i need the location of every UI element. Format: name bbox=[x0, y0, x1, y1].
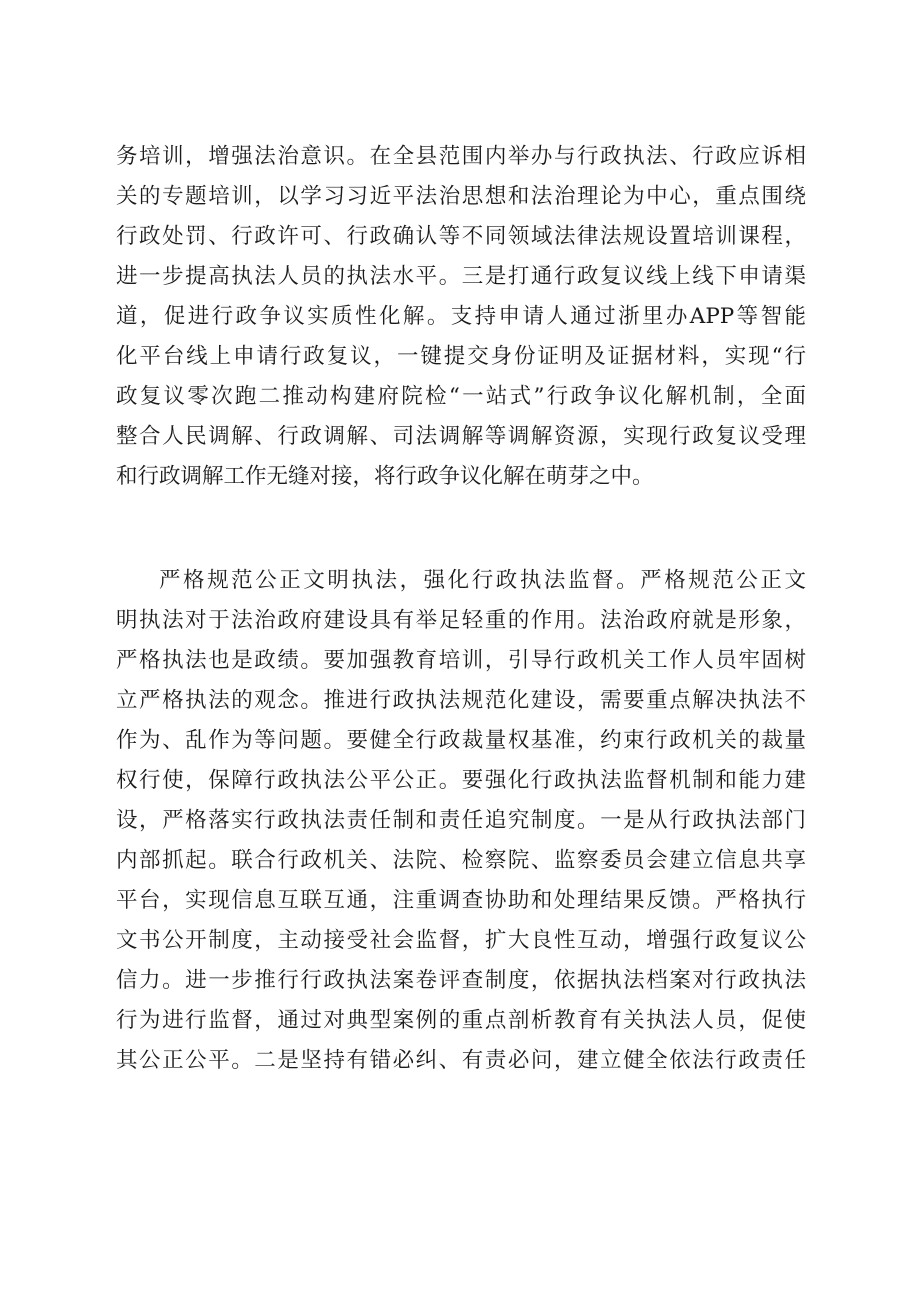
text-line: 行为进行监督，通过对典型案例的重点剖析教育有关执法人员，促使 bbox=[116, 1008, 806, 1033]
text-line: 整合人民调解、行政调解、司法调解等调解资源，实现行政复议受理 bbox=[116, 424, 806, 449]
text-line: 严格执法也是政绩。要加强教育培训，引导行政机关工作人员牢固树 bbox=[116, 648, 806, 673]
text-line: 务培训，增强法治意识。在全县范围内举办与行政执法、行政应诉相 bbox=[116, 144, 806, 169]
text-line: 作为、乱作为等问题。要健全行政裁量权基准，约束行政机关的裁量 bbox=[116, 728, 806, 753]
text-line: 内部抓起。联合行政机关、法院、检察院、监察委员会建立信息共享 bbox=[116, 848, 806, 873]
paragraph-1 bbox=[116, 137, 806, 497]
text-line: 化平台线上申请行政复议，一键提交身份证明及证据材料，实现“行 bbox=[116, 344, 806, 369]
text-line: 政复议零次跑二推动构建府院检“一站式”行政争议化解机制，全面 bbox=[116, 384, 806, 409]
text-line: 明执法对于法治政府建设具有举足轻重的作用。法治政府就是形象， bbox=[116, 608, 806, 633]
text-line: 和行政调解工作无缝对接，将行政争议化解在萌芽之中。 bbox=[116, 464, 654, 489]
text-line: 严格规范公正文明执法，强化行政执法监督。严格规范公正文 bbox=[159, 568, 806, 593]
text-line: 行政处罚、行政许可、行政确认等不同领域法律法规设置培训课程， bbox=[116, 224, 806, 249]
text-line: 其公正公平。二是坚持有错必纠、有责必问，建立健全依法行政责任 bbox=[116, 1048, 806, 1073]
text-line: 平台，实现信息互联互通，注重调查协助和处理结果反馈。严格执行 bbox=[116, 888, 806, 913]
text-line: 立严格执法的观念。推进行政执法规范化建设，需要重点解决执法不 bbox=[116, 688, 806, 713]
text-line: 文书公开制度，主动接受社会监督，扩大良性互动，增强行政复议公 bbox=[116, 928, 806, 953]
text-line: 进一步提高执法人员的执法水平。三是打通行政复议线上线下申请渠 bbox=[116, 264, 806, 289]
text-line: 信力。进一步推行行政执法案卷评查制度，依据执法档案对行政执法 bbox=[116, 968, 806, 993]
paragraph-2 bbox=[116, 561, 806, 1081]
text-line: 设，严格落实行政执法责任制和责任追究制度。一是从行政执法部门 bbox=[116, 808, 806, 833]
text-line: 道，促进行政争议实质性化解。支持申请人通过浙里办APP等智能 bbox=[116, 304, 806, 329]
text-line: 关的专题培训，以学习习近平法治思想和法治理论为中心，重点围绕 bbox=[116, 184, 806, 209]
text-line: 权行使，保障行政执法公平公正。要强化行政执法监督机制和能力建 bbox=[116, 768, 806, 793]
